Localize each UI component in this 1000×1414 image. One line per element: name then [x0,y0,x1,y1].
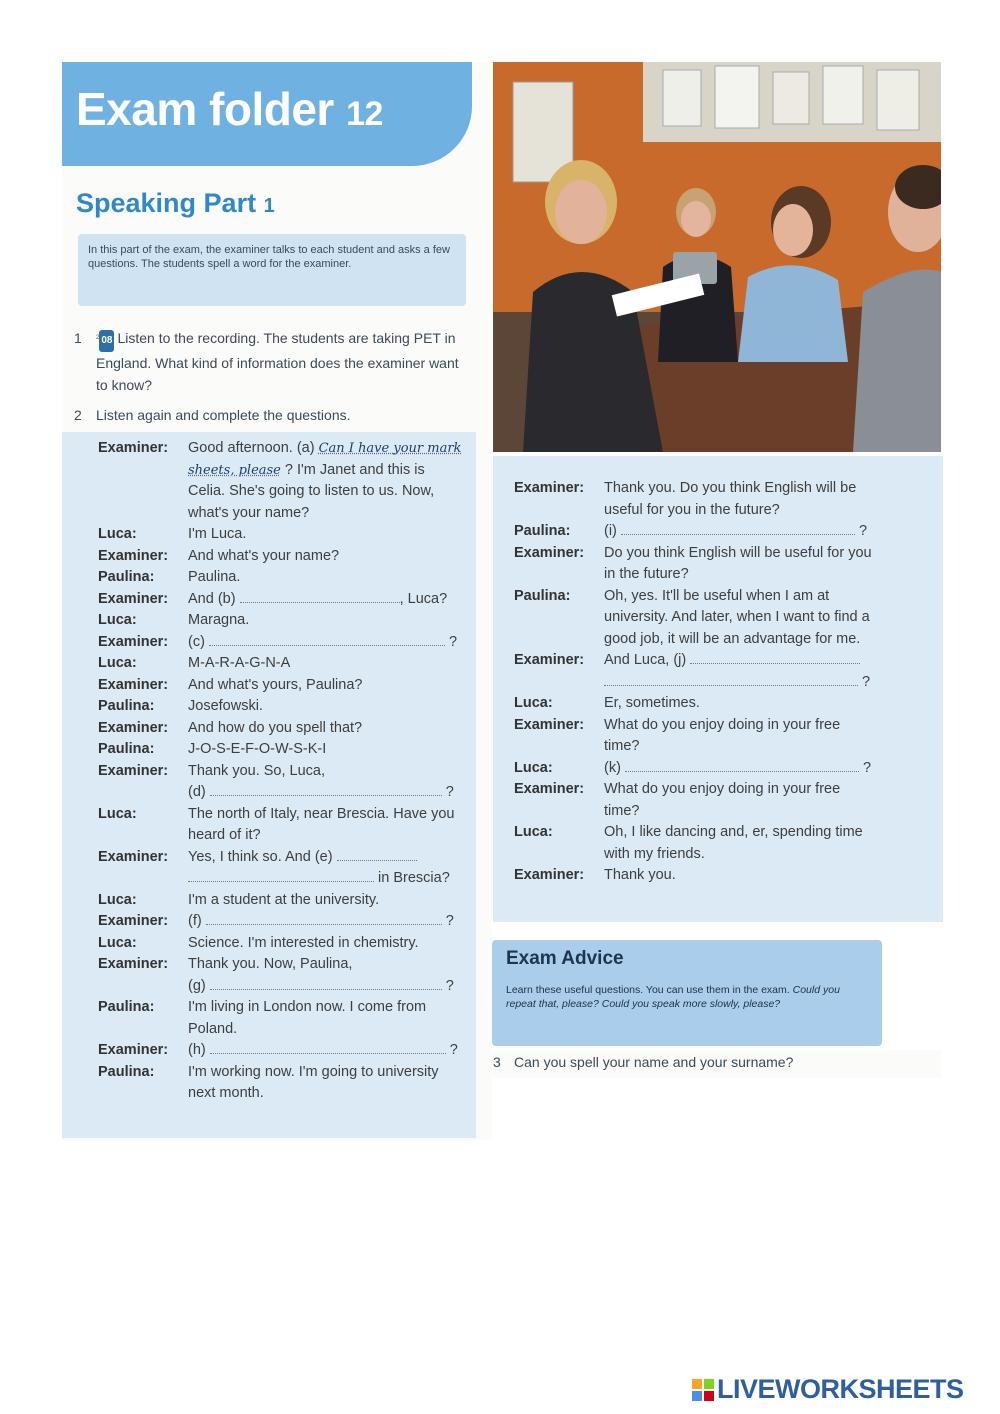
speaker-label: Examiner: [514,781,585,797]
dialog-line [98,718,462,740]
dialog-line [98,804,462,847]
line-text-after: in Brescia? [378,870,450,886]
line-text: (d) [188,784,206,800]
speaker-label: Luca: [98,934,137,951]
dialog-text: M-A-R-A-G-N-A [188,655,291,671]
dialog-text [188,589,462,611]
answer-field-j[interactable] [690,650,860,664]
dialog-text: Do you think English will be useful for you in the future? [604,544,872,582]
line-text-after: ? [448,633,458,650]
dialog-line [98,632,462,654]
line-text-after: ? [445,784,454,800]
dialog-text: Josefowski. [188,698,263,714]
speaker-label: Luca: [514,695,553,711]
line-text: Thank you. Now, Paulina, [188,956,353,972]
page-title [76,82,383,136]
speaker-label: Examiner: [98,762,169,779]
dialog-text [188,954,462,997]
speaker-label: Examiner: [514,716,585,733]
speaker-label: Luca: [98,655,137,671]
dialog-text: And what's yours, Paulina? [188,676,363,693]
speaker-label: Paulina: [98,1063,155,1080]
dialog-line [98,524,462,546]
answer-field-k[interactable] [625,758,859,772]
dialog-text: Thank you. [604,867,676,883]
speaker-label: Examiner: [98,590,169,607]
dialog-text [604,521,876,543]
dialog-line [514,715,876,758]
dialog-text: What do you enjoy doing in your free time? [604,781,841,819]
advice-examples: Could you repeat that, please? Could you speak more slowly, please? [506,984,840,1010]
dialog-line [98,653,462,675]
title-text: Exam folder [76,83,334,135]
audio-icon [96,330,117,346]
line-text: (h) [188,1042,206,1058]
speaker-label: Luca: [514,759,553,776]
speaker-label: Luca: [514,824,553,840]
dialog-line [98,997,462,1040]
line-text-after: , Luca? [399,590,448,607]
answer-field-d[interactable] [210,782,442,796]
dialog-line [514,822,876,865]
dialog-text: Maragna. [188,612,250,628]
answer-field-e-continued[interactable] [188,868,374,882]
dialog-text: What do you enjoy doing in your free time? [604,716,841,754]
dialog-line [98,1040,462,1062]
title-number: 12 [346,95,383,133]
speaker-label: Examiner: [98,676,169,693]
speaker-label: Examiner: [514,652,585,668]
dialog-text: And what's your name? [188,547,340,564]
line-text-after: ? I'm Janet and this is Celia. She's going to listen to us. Now, what's your name? [188,461,435,521]
dialog-right [514,478,876,887]
dialog-text: Paulina. [188,569,241,585]
dialog-line [514,693,876,715]
line-text: Thank you. So, Luca, [188,762,326,779]
speaker-label: Luca: [98,805,137,822]
dialog-line [98,954,462,997]
dialog-line [98,911,462,933]
dialog-text [604,650,876,693]
speaker-label: Examiner: [514,867,585,883]
line-text-after: ? [449,1042,458,1058]
dialog-line [98,847,462,890]
dialog-text: I'm a student at the university. [188,891,380,908]
dialog-line [98,696,462,718]
dialog-text: I'm Luca. [188,526,247,542]
dialog-line [514,478,876,521]
answer-field-a[interactable]: Can I have your mark sheets, please [188,441,462,478]
speaker-label: Paulina: [98,741,155,757]
line-text: (g) [188,977,206,994]
speaker-label: Examiner: [98,547,169,564]
question-2-number: 2 [74,407,82,423]
answer-field-j-continued[interactable] [604,672,858,686]
answer-field-g[interactable] [210,976,442,990]
speaker-label: Examiner: [98,440,169,456]
dialog-line [514,865,876,887]
speaker-label: Examiner: [98,719,169,736]
speaker-label: Paulina: [98,698,155,714]
dialog-text [188,1040,462,1062]
speaker-label: Paulina: [98,569,155,585]
dialog-text [188,632,462,654]
speaker-label: Examiner: [98,956,169,972]
audio-track-number: 08 [99,330,114,352]
question-2 [74,404,466,426]
dialog-line [98,933,462,955]
dialog-text: Oh, I like dancing and, er, spending time with my friends. [604,824,863,862]
exam-advice-title: Exam Advice [506,948,624,969]
speaker-label: Luca: [98,526,137,542]
line-text-after: ? [862,759,872,776]
dialog-line [514,779,876,822]
dialog-line [98,567,462,589]
question-3-text: Can you spell your name and your surname? [514,1054,794,1070]
answer-field-e[interactable] [337,847,417,861]
speaker-label: Paulina: [514,523,571,539]
dialog-line [514,586,876,651]
dialog-line [514,758,876,780]
dialog-text: J-O-S-E-F-O-W-S-K-I [188,741,327,757]
answer-field-h[interactable] [210,1040,446,1054]
dialog-text [188,911,462,933]
line-text: (f) [188,913,202,929]
speaker-label: Examiner: [514,544,585,561]
dialog-line [514,543,876,586]
audio-cd-number: 2 [96,335,100,341]
dialog-text [188,761,462,804]
dialog-text: And how do you spell that? [188,719,363,736]
line-text-after: ? [445,913,454,929]
section-subtitle [76,188,275,219]
line-text: (c) [188,633,205,650]
question-1-text: Listen to the recording. The students are taking PET in England. What kind of information does the examiner want to know? [96,330,459,393]
liveworksheets-logo [692,1374,964,1405]
dialog-line [98,1062,462,1105]
speaker-label: Examiner: [98,848,169,865]
dialog-text: I'm living in London now. I come from Poland. [188,999,427,1037]
dialog-text: Science. I'm interested in chemistry. [188,934,419,951]
dialog-left [98,438,462,1105]
dialog-line [98,675,462,697]
question-3-number: 3 [493,1054,501,1070]
dialog-text: The north of Italy, near Brescia. Have you heard of it? [188,805,455,843]
speaker-label: Examiner: [514,480,585,496]
speaker-label: Examiner: [98,633,169,650]
answer-field-c[interactable] [209,632,445,646]
dialog-line [98,761,462,804]
logo-text: LIVEWORKSHEETS [717,1374,964,1404]
line-text-after: ? [445,977,454,994]
line-text-after: ? [862,673,871,690]
speaker-label: Paulina: [514,587,571,604]
line-text: And Luca, (j) [604,652,687,668]
line-text: (i) [604,523,617,539]
speaker-label: Luca: [98,612,137,628]
dialog-line [98,739,462,761]
classroom-photo [493,62,941,452]
speaker-label: Paulina: [98,999,155,1015]
speaker-label: Luca: [98,891,137,908]
dialog-text: Thank you. Do you think English will be useful for you in the future? [604,480,857,518]
question-3 [493,1050,941,1078]
exam-advice-text [506,983,871,1011]
answer-field-b[interactable] [240,589,400,603]
dialog-text [188,847,462,890]
advice-body: Learn these useful questions. You can use them in the exam. [506,984,790,996]
dialog-text: I'm working now. I'm going to university next month. [188,1063,439,1101]
dialog-text: Er, sometimes. [604,695,700,711]
dialog-line [98,610,462,632]
intro-text: In this part of the exam, the examiner talks to each student and asks a few questions. The students spell a word for the examiner. [88,244,450,270]
question-1-number: 1 [74,330,82,346]
line-text-after: ? [858,523,868,539]
dialog-text [604,758,876,780]
subtitle-text: Speaking Part [76,188,257,218]
line-text: Good afternoon. (a) [188,440,315,456]
dialog-line [98,438,462,524]
dialog-line [98,546,462,568]
dialog-text: Oh, yes. It'll be useful when I am at university. And later, when I want to find a good job, it will be an advantage for me. [604,587,870,647]
answer-field-f[interactable] [206,911,442,925]
line-text: (k) [604,759,621,776]
dialog-line [98,589,462,611]
subtitle-number: 1 [263,195,275,217]
speaker-label: Examiner: [98,913,169,929]
answer-field-i[interactable] [621,521,855,535]
line-text: Yes, I think so. And (e) [188,848,333,865]
line-text: And (b) [188,590,236,607]
dialog-line [514,650,876,693]
dialog-line [98,890,462,912]
dialog-line [514,521,876,543]
question-2-text: Listen again and complete the questions. [96,407,351,423]
question-1 [74,327,466,396]
liveworksheets-logo-icon [692,1379,714,1401]
dialog-text [188,438,462,524]
speaker-label: Examiner: [98,1042,169,1058]
